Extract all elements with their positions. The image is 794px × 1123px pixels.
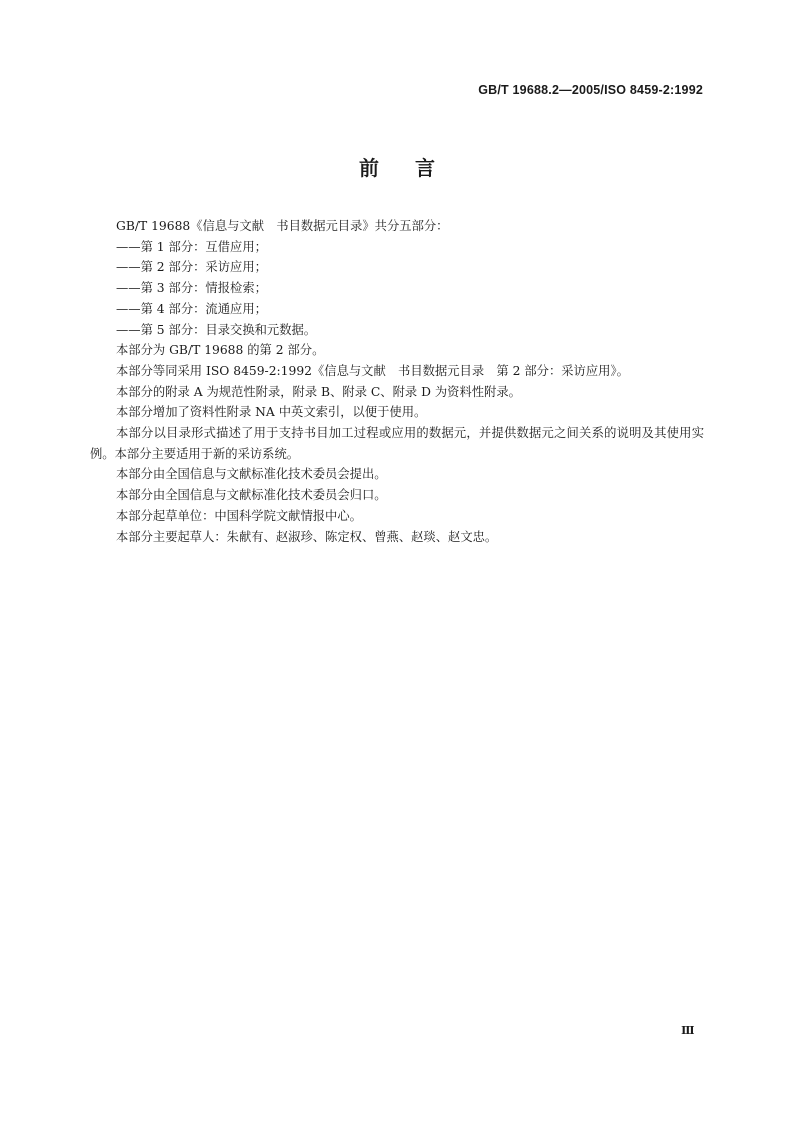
paragraph: 本部分等同采用 ISO 8459-2:1992《信息与文献 书目数据元目录 第 2 部分：采访应用》。 <box>116 363 629 378</box>
paragraph: GB/T 19688《信息与文献 书目数据元目录》共分五部分： <box>116 219 449 233</box>
paragraph: 本部分为 GB/T 19688 的第 2 部分。 <box>116 343 325 358</box>
list-item: ——第 3 部分：情报检索； <box>116 281 267 296</box>
list-item: ——第 2 部分：采访应用； <box>116 260 267 275</box>
paragraph: 本部分增加了资料性附录 NA 中英文索引，以便于使用。 <box>116 405 427 420</box>
list-item: ——第 4 部分：流通应用； <box>116 301 267 316</box>
paragraph: 本部分以目录形式描述了用于支持书目加工过程或应用的数据元，并提供数据元之间关系的说明及其使用实例。本部分主要适用于新的采访系统。 <box>90 426 704 461</box>
list-item: ——第 5 部分：目录交换和元数据。 <box>116 322 317 337</box>
paragraph: 本部分由全国信息与文献标准化技术委员会提出。 <box>116 467 387 482</box>
paragraph: 本部分的附录 A 为规范性附录，附录 B、附录 C、附录 D 为资料性附录。 <box>116 384 521 399</box>
paragraph: 本部分由全国信息与文献标准化技术委员会归口。 <box>116 488 387 503</box>
list-item: ——第 1 部分：互借应用； <box>116 239 267 254</box>
paragraph: 本部分主要起草人：朱献有、赵淑珍、陈定权、曾燕、赵琰、赵文忠。 <box>116 529 498 544</box>
page-number: Ⅲ <box>681 1024 695 1037</box>
page-title: 前言 <box>359 156 471 180</box>
foreword-body <box>90 216 704 547</box>
paragraph: 本部分起草单位：中国科学院文献情报中心。 <box>116 508 362 523</box>
standard-number: GB/T 19688.2—2005/ISO 8459-2:1992 <box>478 83 703 97</box>
